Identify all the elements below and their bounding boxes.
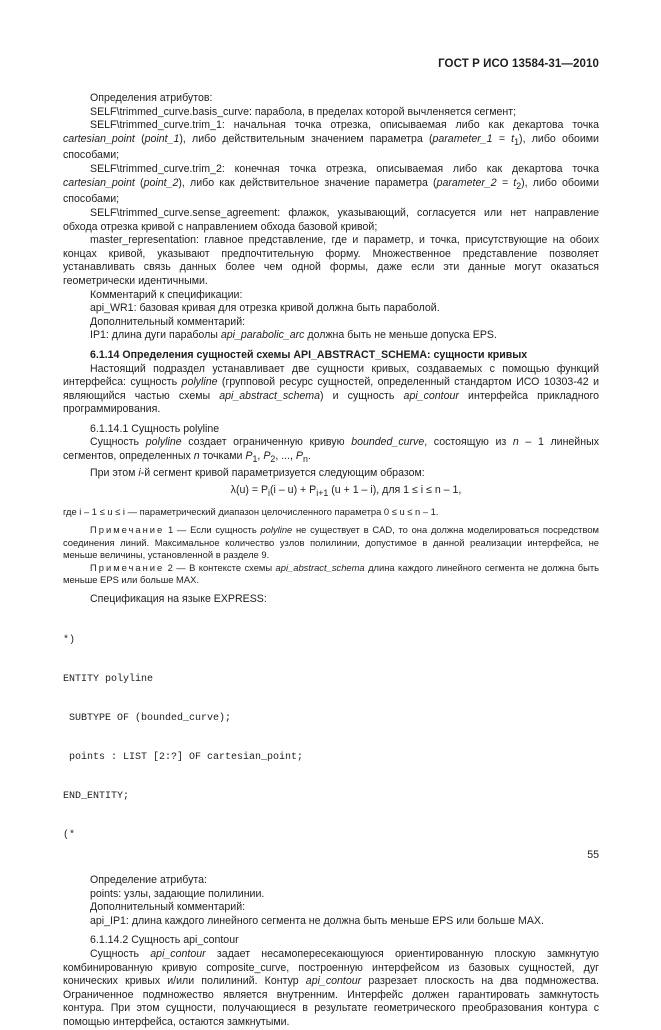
- code-line: SUBTYPE OF (bounded_curve);: [63, 713, 232, 725]
- api-contour-desc: Сущность api_contour задает несамопересекающуюся ориентированную плоскую замкнутую комбинированную кривую composite_curve, построенную интерфейсом из базовых сущностей, дуг конических кривых и/или полилиний. Контур api_contour разрезает плоскость на два подмножества. Ограниченное подмножество является внутренним. Интерфейс должен гарантировать замкнутость контура. При этом сущности, получающиеся в результате геометрического преобразования контура с помощью интерфейса, остаются замкнутыми.: [63, 948, 599, 1029]
- polyline-desc: Сущность polyline создает ограниченную кривую bounded_curve, состоящую из n – 1 линейных сегментов, определенных n точками $P_1$, $P_2$, ..., $P_n$.: [63, 436, 599, 465]
- polyline-extra-heading: Дополнительный комментарий:: [90, 901, 246, 914]
- spec-wr1: api_WR1: базовая кривая для отрезка кривой должна быть параболой.: [90, 302, 440, 315]
- code-line: ENTITY polyline: [63, 674, 154, 686]
- attr-basis-curve: SELF\trimmed_curve.basis_curve: парабола, в пределах которой вычленяется сегмент;: [90, 105, 517, 118]
- page-content: [63, 92, 599, 1030]
- spec-ip1: IP1: длина дуги параболы api_parabolic_arc должна быть не меньше допуска EPS.: [90, 329, 497, 342]
- spec-comments-heading: Комментарий к спецификации:: [90, 288, 243, 301]
- attr-trim2: SELF\trimmed_curve.trim_2: конечная точка отрезка, описываемая либо как декартова точка cartesian_point (point_2), либо как действительное значение параметра (parameter_2 = $t_2$), либо обоими способами;: [63, 163, 599, 206]
- attr-master-representation: master_representation: главное представление, где и параметр, и точка, присутствующие на обоих концах кривой, указывают предпочтительную форму. Множественное представление позволяет устанавливать связь данных более чем одной формы, даже если эти данные могут оказаться геометрически идентичными.: [63, 234, 599, 287]
- spec-extra-heading: Дополнительный комментарий:: [90, 315, 246, 328]
- page-number: 55: [587, 849, 599, 861]
- section-title: 6.1.14 Определения сущностей схемы API_ABSTRACT_SCHEMA: сущности кривых: [90, 348, 528, 361]
- polyline-title: 6.1.14.1 Сущность polyline: [90, 422, 220, 435]
- code-line: *): [63, 635, 76, 647]
- code-line: (*: [63, 830, 76, 842]
- section-intro: Настоящий подраздел устанавливает две сущности кривых, создаваемых с помощью функций интерфейса: сущность polyline (групповой ресурс сущностей, определенный стандартом ИСО 10303-42 и являющийся частью схемы api_abstract_schema) и сущность api_contour интерфейса прикладного программирования.: [63, 362, 600, 416]
- document-header: ГОСТ Р ИСО 13584-31—2010: [438, 58, 599, 70]
- code-line: points : LIST [2:?] OF cartesian_point;: [63, 752, 304, 764]
- express-code-block: [63, 608, 599, 868]
- attr-trim1: SELF\trimmed_curve.trim_1: начальная точка отрезка, описываемая либо как декартова точка cartesian_point (point_1), либо действительным значением параметра (parameter_1 = $t_1$), либо обоими способами;: [63, 119, 599, 162]
- note-2: Примечание 2 — В контексте схемы api_abstract_schema длина каждого линейного сегмента не должна быть меньше EPS или больше MAX.: [63, 561, 599, 586]
- polyline-where: где i – 1 ≤ u ≤ i — параметрический диапазон целочисленного параметра 0 ≤ u ≤ n – 1.: [63, 506, 439, 518]
- polyline-formula: $\lambda(u) = P_i(i - u) + P_{i+1}$ (u + 1 – i), для 1 ≤ i ≤ n – 1,: [230, 484, 462, 499]
- polyline-ip1: api_IP1: длина каждого линейного сегмента не должна быть меньше EPS или больше MAX.: [90, 914, 544, 927]
- api-contour-title: 6.1.14.2 Сущность api_contour: [90, 934, 239, 947]
- attr-defs-heading: Определения атрибутов:: [90, 92, 213, 104]
- note-1: Примечание 1 — Если сущность polyline не существует в CAD, то она должна моделироваться посредством соединения линий. Максимальное количество узлов полилинии, допустимое в данной реализации интерфейса, не меньше величины, установленной в разделе 9.: [63, 524, 600, 561]
- polyline-param: При этом i-й сегмент кривой параметризуется следующим образом:: [90, 466, 425, 479]
- code-line: END_ENTITY;: [63, 791, 130, 803]
- express-heading: Спецификация на языке EXPRESS:: [90, 592, 267, 605]
- attr-points: points: узлы, задающие полилинии.: [90, 887, 265, 900]
- attr-heading: Определение атрибута:: [90, 874, 207, 887]
- attr-sense-agreement: SELF\trimmed_curve.sense_agreement: флажок, указывающий, согласуется или нет направление обхода отрезка кривой с направлением обхода базовой кривой;: [63, 206, 599, 233]
